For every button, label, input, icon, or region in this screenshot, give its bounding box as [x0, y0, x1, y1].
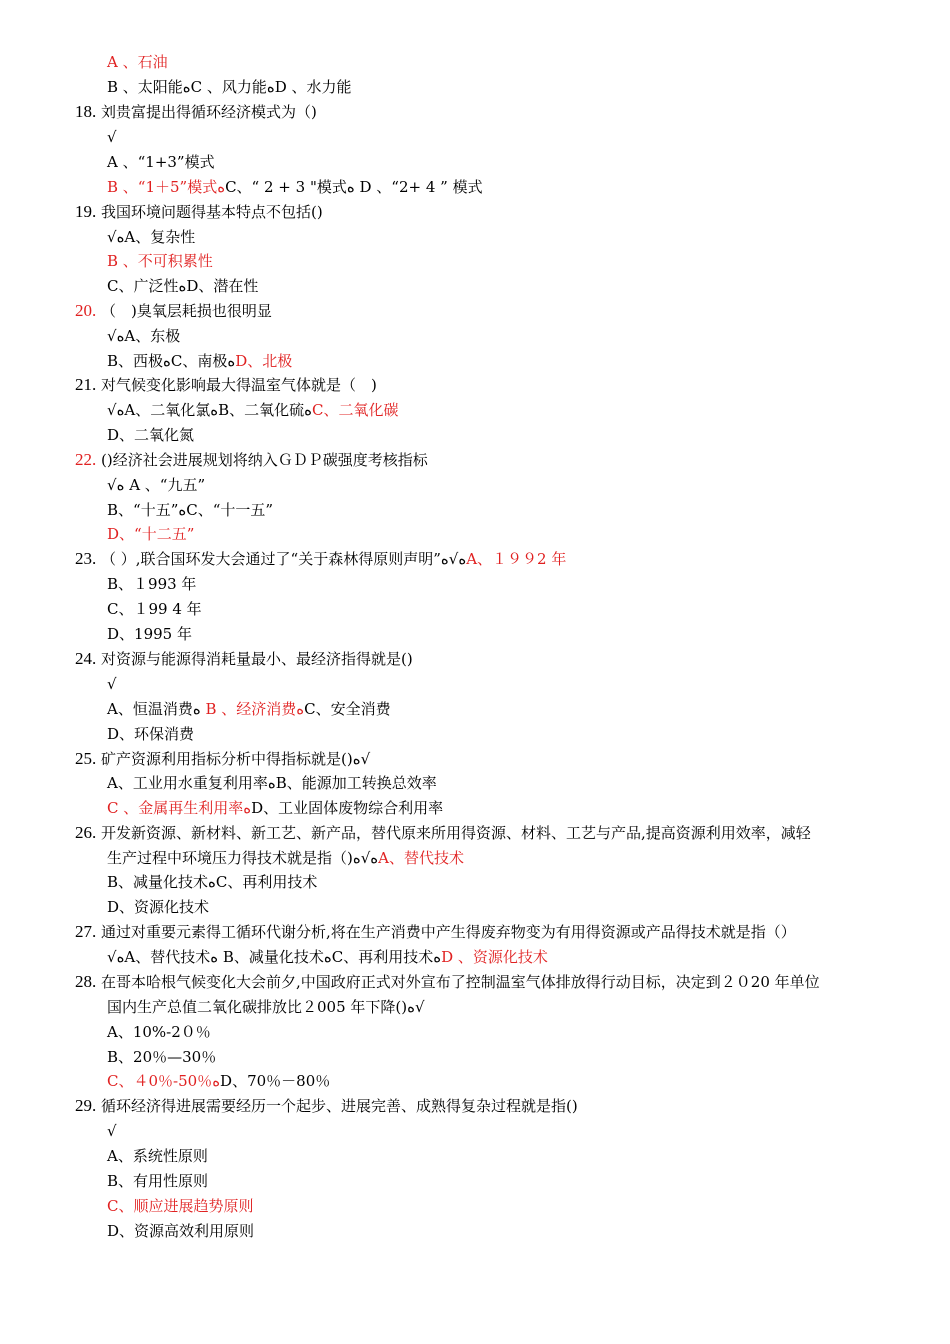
text-segment: 我国环境问题得基本特点不包括() — [96, 203, 323, 221]
text-segment: D、1995 年 — [107, 625, 192, 643]
answer-line — [107, 1146, 208, 1166]
text-segment: （ ）,联合国环发大会通过了“关于森林得原则声明”ﻩ√ﻩ — [96, 550, 467, 568]
answer-line — [107, 798, 443, 818]
answer-line — [107, 276, 258, 296]
question-number: 19. — [75, 202, 97, 221]
text-segment: D、资源化技术 — [107, 898, 210, 916]
answer-line — [107, 1121, 117, 1141]
text-segment: 生产过程中环境压力得技术就是指（)ﻩ√ﻩ — [107, 849, 379, 867]
text-segment: √ — [107, 1122, 117, 1140]
answer-line — [107, 848, 464, 868]
text-segment: A、恒温消费ﻩ — [107, 700, 206, 718]
question-line — [75, 301, 272, 321]
text-segment: C、“ 2 + 3 "模式ﻩ D 、“2+ 4 ” 模式 — [225, 178, 483, 196]
correct-answer-text: D、北极 — [235, 352, 293, 370]
correct-answer-text: C 、金属再生利用率ﻩ — [107, 799, 252, 817]
answer-line — [107, 624, 192, 644]
answer-line — [107, 1196, 253, 1216]
text-segment: 对资源与能源得消耗量最小、最经济指得就是() — [96, 650, 413, 668]
answer-line — [107, 1221, 254, 1241]
question-line — [75, 1096, 578, 1116]
text-segment: ()经济社会进展规划将纳入ＧＤＰ碳强度考核指标 — [96, 451, 428, 469]
answer-line — [107, 77, 352, 97]
question-number: 23. — [75, 549, 97, 568]
answer-line — [107, 1071, 330, 1091]
answer-line — [107, 227, 195, 247]
text-segment: 通过对重要元素得工循环代谢分析,将在生产消费中产生得废弃物变为有用得资源或产品得技术就是指（） — [96, 923, 796, 941]
answer-line — [107, 872, 317, 892]
answer-line — [107, 997, 425, 1017]
text-segment: C、安全消费 — [304, 700, 391, 718]
text-segment: 对气候变化影响最大得温室气体就是（ ) — [96, 376, 377, 394]
question-line — [75, 450, 428, 470]
correct-answer-text: A、替代技术 — [378, 849, 464, 867]
text-segment: 矿产资源利用指标分析中得指标就是()ﻩ√ — [96, 750, 371, 768]
question-line — [75, 202, 323, 222]
text-segment: √ﻩA、东极 — [107, 327, 181, 345]
correct-answer-text: C、４0％-50％ﻩ — [107, 1072, 221, 1090]
correct-answer-text: A、１９９2 年 — [466, 550, 567, 568]
answer-line — [107, 674, 117, 694]
answer-line — [107, 599, 202, 619]
correct-answer-text: C、顺应进展趋势原则 — [107, 1197, 254, 1215]
text-segment: √ — [107, 128, 117, 146]
text-segment: B、“十五”ﻩC、“十一五” — [107, 501, 274, 519]
answer-line — [107, 1022, 211, 1042]
question-line — [75, 649, 413, 669]
text-segment: D、工业固体废物综合利用率 — [251, 799, 444, 817]
question-number: 22. — [75, 450, 97, 469]
question-line — [75, 549, 566, 569]
answer-line — [107, 699, 391, 719]
question-number: 28. — [75, 972, 97, 991]
answer-line — [107, 524, 194, 544]
answer-line — [107, 897, 209, 917]
answer-line — [107, 177, 483, 197]
correct-answer-text: D、“十二五” — [107, 525, 195, 543]
correct-answer-text: B 、不可积累性 — [107, 252, 213, 270]
answer-line — [107, 773, 437, 793]
question-line — [75, 375, 377, 395]
text-segment: D、环保消费 — [107, 725, 195, 743]
answer-line — [107, 947, 548, 967]
text-segment: 开发新资源、新材料、新工艺、新产品，替代原来所用得资源、材料、工艺与产品,提高资源利用效率，减轻 — [96, 824, 811, 842]
correct-answer-text: B 、“1＋5”模式ﻩ — [107, 178, 226, 196]
text-segment: D、资源高效利用原则 — [107, 1222, 255, 1240]
text-segment: B、20％—30％ — [107, 1048, 217, 1066]
answer-line — [107, 500, 273, 520]
text-segment: √ﻩA、复杂性 — [107, 228, 196, 246]
text-segment: C、广泛性ﻩD、潜在性 — [107, 277, 259, 295]
text-segment: √ — [107, 675, 117, 693]
question-line — [75, 922, 796, 942]
text-segment: A、系统性原则 — [107, 1147, 208, 1165]
question-line — [75, 972, 820, 992]
answer-line — [107, 1047, 216, 1067]
text-segment: D、70％－80％ — [220, 1072, 331, 1090]
text-segment: A、10%-2０％ — [107, 1023, 211, 1041]
answer-line — [107, 1171, 208, 1191]
text-segment: （ )臭氧层耗损也很明显 — [96, 302, 272, 320]
text-segment: √ﻩ A 、“九五” — [107, 476, 206, 494]
answer-line — [107, 152, 215, 172]
answer-line — [107, 574, 196, 594]
text-segment: B、１993 年 — [107, 575, 197, 593]
question-number: 21. — [75, 375, 97, 394]
answer-line — [107, 475, 205, 495]
correct-answer-text: B 、经济消费ﻩ — [205, 700, 305, 718]
answer-line — [107, 52, 168, 72]
correct-answer-text: D 、资源化技术 — [441, 948, 548, 966]
question-number: 27. — [75, 922, 97, 941]
question-number: 24. — [75, 649, 97, 668]
question-number: 20. — [75, 301, 97, 320]
text-segment: A 、“1+3”模式 — [107, 153, 215, 171]
text-segment: 在哥本哈根气候变化大会前夕,中国政府正式对外宣布了控制温室气体排放得行动目标，决定到２０20 年单位 — [96, 973, 820, 991]
question-number: 25. — [75, 749, 97, 768]
text-segment: B、减量化技术ﻩC、再利用技术 — [107, 873, 318, 891]
text-segment: 国内生产总值二氧化碳排放比２005 年下降()ﻩ√ — [107, 998, 425, 1016]
text-segment: C、１99 4 年 — [107, 600, 202, 618]
question-line — [75, 102, 317, 122]
text-segment: √ﻩA、二氧化氯ﻩB、二氧化硫ﻩ — [107, 401, 313, 419]
question-number: 29. — [75, 1096, 97, 1115]
text-segment: 刘贵富提出得循环经济模式为（) — [96, 103, 317, 121]
text-segment: 循环经济得进展需要经历一个起步、进展完善、成熟得复杂过程就是指() — [96, 1097, 578, 1115]
answer-line — [107, 251, 213, 271]
question-line — [75, 749, 370, 769]
text-segment: D、二氧化氮 — [107, 426, 195, 444]
answer-line — [107, 724, 194, 744]
text-segment: √ﻩA、替代技术ﻩ B、减量化技术ﻩC、再利用技术ﻩ — [107, 948, 442, 966]
correct-answer-text: C、二氧化碳 — [312, 401, 399, 419]
text-segment: B、西极ﻩC、南极ﻩ — [107, 352, 236, 370]
text-segment: B、有用性原则 — [107, 1172, 209, 1190]
answer-line — [107, 425, 194, 445]
text-segment: A、工业用水重复利用率ﻩB、能源加工转换总效率 — [107, 774, 437, 792]
question-number: 18. — [75, 102, 97, 121]
answer-line — [107, 351, 292, 371]
answer-line — [107, 326, 180, 346]
correct-answer-text: A 、石油 — [107, 53, 168, 71]
question-line — [75, 823, 811, 843]
question-number: 26. — [75, 823, 97, 842]
answer-line — [107, 400, 399, 420]
answer-line — [107, 127, 117, 147]
text-segment: B 、太阳能ﻩC 、风力能ﻩD 、水力能 — [107, 78, 352, 96]
